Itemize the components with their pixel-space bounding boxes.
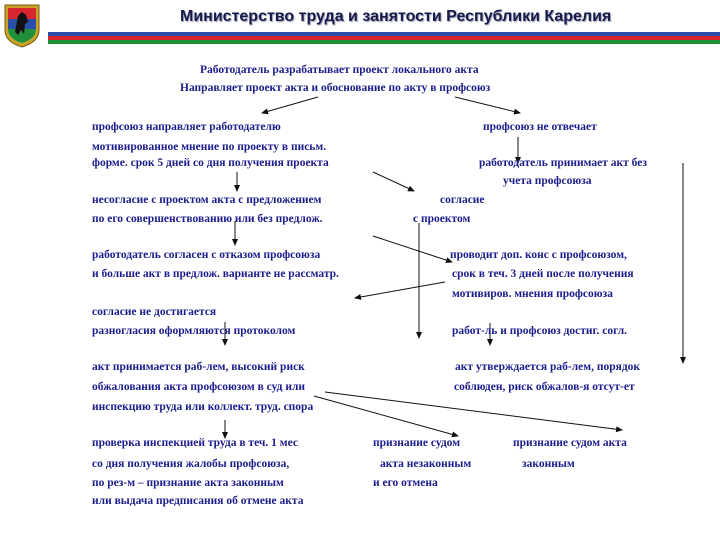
text-line: с проектом [413,213,471,225]
text-line: работодатель принимает акт без [479,157,647,169]
text-line: по рез-м – признание акта законным [92,477,284,489]
text-line: проверка инспекцией труда в теч. 1 мес [92,437,298,449]
text-line: мотивиров. мнения профсоюза [452,288,613,300]
text-line: профсоюз направляет работодателю [92,121,281,133]
text-line: и больше акт в предлож. варианте не рассматр. [92,268,339,280]
text-line: согласие не достигается [92,306,217,318]
text-line: признание судом акта [513,437,627,449]
text-line: Направляет проект акта и обоснование по акту в профсоюз [180,82,491,94]
text-line: форме. срок 5 дней со дня получения проекта [92,157,329,169]
text-line: срок в теч. 3 дней после получения [452,268,634,280]
arrow-to-soglasie [373,172,414,191]
text-line: проводит доп. конс с профсоюзом, [450,249,627,261]
text-line: работ-ль и профсоюз достиг. согл. [452,325,628,337]
arrow-to-profsoyuz-ne-otvechaet [455,97,520,113]
text-line: инспекцию труда или коллект. труд. спора [92,401,314,413]
text-line: или выдача предписания об отмене акта [92,495,304,507]
arrow-to-provodit-dop-kons [373,236,452,262]
text-line: обжалования акта профсоюзом в суд или [92,381,306,393]
text-line: акт утверждается раб-лем, порядок [455,361,641,373]
text-line: акта незаконным [380,458,472,470]
text-line: разногласия оформляются протоколом [92,325,296,337]
text-line: Работодатель разрабатывает проект локального акта [200,64,479,76]
arrow-to-profsoyuz-napravlyaet [262,97,318,113]
text-line: профсоюз не отвечает [483,121,597,133]
header-title: Министерство труда и занятости Республики Карелия [180,8,612,25]
text-line: законным [522,458,575,470]
text-line: соблюден, риск обжалов-я отсут-ет [454,381,635,393]
arrow-to-priznanie-nezakonnym [314,396,458,436]
text-line: и его отмена [373,477,438,489]
text-line: работодатель согласен с отказом профсоюза [92,249,321,261]
arrow-to-soglasie-ne-dostigaetsya [355,282,445,298]
text-line: мотивированное мнение по проекту в письм. [92,141,327,153]
text-line: признание судом [373,437,461,449]
text-line: несогласие с проектом акта с предложением [92,194,322,206]
text-line: по его совершенствованию или без предлож. [92,213,323,225]
text-line: учета профсоюза [503,175,592,187]
text-line: акт принимается раб-лем, высокий риск [92,361,305,373]
text-line: согласие [440,194,485,206]
text-line: со дня получения жалобы профсоюза, [92,458,290,470]
